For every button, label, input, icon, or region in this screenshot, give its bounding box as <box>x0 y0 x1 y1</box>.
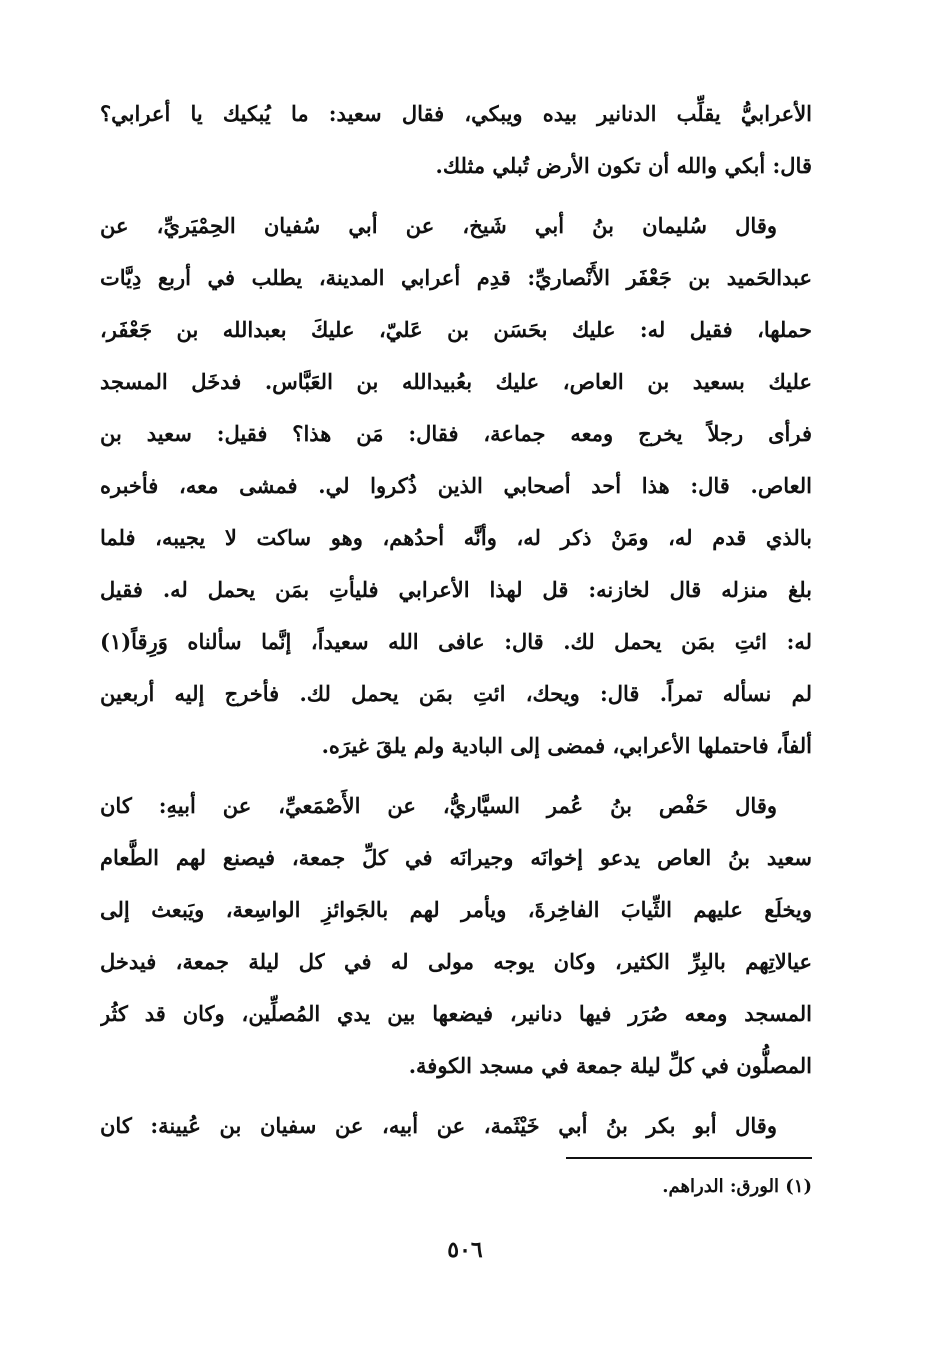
text-line: المصلُّون في كلِّ ليلة جمعة في مسجد الكوفة. <box>408 1053 812 1078</box>
footnote-divider <box>566 1157 812 1159</box>
text-line: المسجد ومعه صُرَر فيها دنانير، فيضعها بين يدي المُصلِّين، وكان قد كثُر <box>100 1001 812 1026</box>
text-line: وقال أبو بكر بنُ أبي خَيْثَمة، عن أبيه، عن سفيان بن عُيينة: كان <box>100 1113 777 1138</box>
text-line: العاص. قال: هذا أحد أصحابي الذين ذُكروا لي. فمشى معه، فأخبره <box>100 473 812 498</box>
page-number: ٥٠٦ <box>447 1237 483 1263</box>
text-line: عبدالحَميد بن جَعْفَر الأَنْصاريِّ: قدِم أعرابي المدينة، يطلب في أربع دِيَّات <box>100 265 812 290</box>
text-line: وقال حَفْص بنُ عُمر السيَّاريُّ، عن الأَصْمَعيِّ، عن أبيهِ: كان <box>100 793 777 818</box>
text-line: ويخلَع عليهم الثِّيابَ الفاخِرةَ، ويأمر لهم بالجَوائزِ الواسِعة، ويَبعث إلى <box>100 897 812 922</box>
text-line: الأعرابيُّ يقلِّب الدنانير بيده ويبكي، فقال سعيد: ما يُبكيك يا أعرابي؟ <box>100 101 812 126</box>
text-line: له: ائتِ بمَن يحمل لك. قال: عافى الله سعيداً، إنَّما سألناه وَرِقاً(١) <box>100 629 812 654</box>
text-line: بالذي قدم له، ومَنْ ذكر له، وأنَّه أحدُهم، وهو ساكت لا يجيبه، فلما <box>100 525 812 550</box>
main-text <box>100 88 812 1152</box>
text-line: بلغ منزله قال لخازنه: قل لهذا الأعرابي فليأتِ بمَن يحمل له. فقيل <box>100 577 812 602</box>
text-line: قال: أبكي والله أن تكون الأرض تُبلي مثلك. <box>435 153 812 178</box>
text-line: فرأى رجلاً يخرج ومعه جماعة، فقال: مَن هذا؟ فقيل: سعيد بن <box>100 421 812 446</box>
text-line: حملها، فقيل له: عليك بحَسَن بن عَليّ، عليكَ بعبدالله بن جَعْفَر، <box>100 317 812 342</box>
paragraph-gap <box>100 772 812 780</box>
text-line: عيالاتِهم بالبِرِّ الكثير، وكان يوجه مولى له في كل ليلة جمعة، فيدخل <box>100 949 812 974</box>
text-line: لم نسأله تمراً. قال: ويحك، ائتِ بمَن يحمل لك. فأخرج إليه أربعين <box>100 681 812 706</box>
text-line: سعيد بنُ العاص يدعو إخوانَه وجيرانَه في كلِّ جمعة، فيصنع لهم الطَّعام <box>100 845 812 870</box>
paragraph-gap <box>100 1092 812 1100</box>
footnote: (١) الورق: الدراهم. <box>662 1176 812 1197</box>
text-line: ألفاً، فاحتملها الأعرابي، فمضى إلى البادية ولم يلقَ غيرَه. <box>321 733 812 758</box>
text-line: وقال سُليمان بنُ أبي شَيخ، عن أبي سُفيان الحِمْيَريِّ، عن <box>100 213 777 238</box>
text-line: عليك بسعيد بن العاص، عليك بعُبيدالله بن العَبَّاس. فدخَل المسجد <box>100 369 812 394</box>
paragraph-gap <box>100 192 812 200</box>
